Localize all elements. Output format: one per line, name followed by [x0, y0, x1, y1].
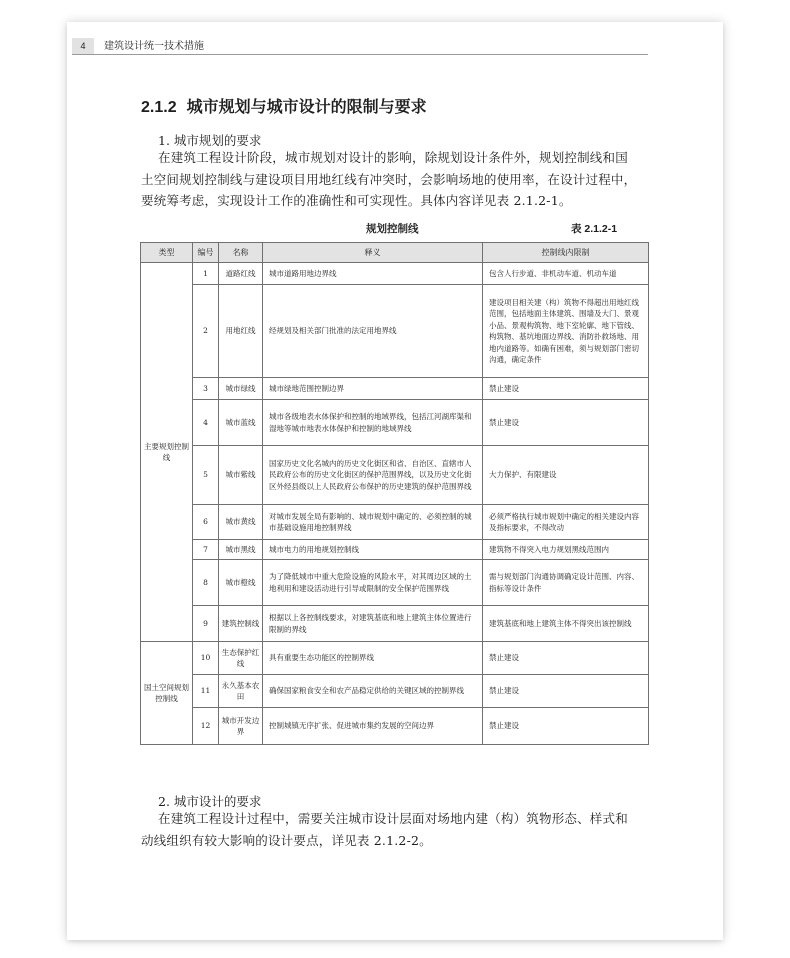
- row-number: 10: [193, 642, 219, 675]
- section-heading: [141, 94, 427, 117]
- definition-cell: 经规划及相关部门批准的法定用地界线: [263, 285, 483, 378]
- line-name: 城市黄线: [219, 505, 263, 540]
- line-name: 建筑控制线: [219, 606, 263, 642]
- restriction-cell: 需与规划部门沟通协调确定设计范围、内容、指标等设计条件: [483, 560, 649, 606]
- subsection-2-paragraph: [141, 808, 649, 851]
- column-header: 类型: [141, 243, 193, 263]
- definition-cell: 确保国家粮食安全和农产品稳定供给的关键区域的控制界线: [263, 675, 483, 708]
- table-row: [141, 540, 649, 560]
- line-name: 道路红线: [219, 263, 263, 285]
- row-number: 4: [193, 400, 219, 446]
- row-number: 9: [193, 606, 219, 642]
- table-caption-id: 表 2.1.2-1: [571, 223, 618, 235]
- column-header: 释义: [263, 243, 483, 263]
- line-name: 城市橙线: [219, 560, 263, 606]
- row-number: 6: [193, 505, 219, 540]
- restriction-cell: 禁止建设: [483, 642, 649, 675]
- table-row: [141, 675, 649, 708]
- restriction-cell: 建筑物不得突入电力规划黑线范围内: [483, 540, 649, 560]
- table-row: [141, 285, 649, 378]
- restriction-cell: 禁止建设: [483, 675, 649, 708]
- subsection-1-heading: 1. 城市规划的要求: [158, 133, 262, 148]
- paragraph-line: 要统筹考虑，实现设计工作的准确性和可实现性。具体内容详见表 2.1.2-1。: [141, 193, 572, 208]
- definition-cell: 对城市发展全局有影响的、城市规划中确定的、必须控制的城市基础设施用地控制界线: [263, 505, 483, 540]
- restriction-cell: 必须严格执行城市规划中确定的相关建设内容及指标要求，不得改动: [483, 505, 649, 540]
- category-cell: 主要规划控制线: [141, 263, 193, 642]
- line-name: 用地红线: [219, 285, 263, 378]
- row-number: 11: [193, 675, 219, 708]
- definition-cell: 为了降低城市中重大危险设施的风险水平，对其周边区域的土地利用和建设活动进行引导或限制的安全保护范围界线: [263, 560, 483, 606]
- category-cell: 国土空间规划控制线: [141, 642, 193, 745]
- line-name: 城市黑线: [219, 540, 263, 560]
- column-header: 编号: [193, 243, 219, 263]
- restriction-cell: 禁止建设: [483, 708, 649, 745]
- definition-cell: 根据以上各控制线要求，对建筑基底和地上建筑主体位置进行限制的界线: [263, 606, 483, 642]
- table-row: [141, 263, 649, 285]
- table-row: [141, 606, 649, 642]
- column-header: 控制线内限制: [483, 243, 649, 263]
- running-header: [72, 38, 648, 55]
- subsection-2-heading: 2. 城市设计的要求: [158, 794, 262, 809]
- table-row: [141, 378, 649, 400]
- definition-cell: 城市道路用地边界线: [263, 263, 483, 285]
- row-number: 1: [193, 263, 219, 285]
- definition-cell: 控制城镇无序扩张、促进城市集约发展的空间边界: [263, 708, 483, 745]
- table-row: [141, 505, 649, 540]
- restriction-cell: 禁止建设: [483, 400, 649, 446]
- row-number: 3: [193, 378, 219, 400]
- table-row: [141, 708, 649, 745]
- line-name: 城市开发边界: [219, 708, 263, 745]
- section-number: 2.1.2: [141, 99, 177, 116]
- row-number: 12: [193, 708, 219, 745]
- planning-control-lines-table: [140, 242, 649, 745]
- column-header: 名称: [219, 243, 263, 263]
- restriction-cell: 建筑基底和地上建筑主体不得突出该控制线: [483, 606, 649, 642]
- definition-cell: 具有重要生态功能区的控制界线: [263, 642, 483, 675]
- table-row: [141, 446, 649, 505]
- definition-cell: 国家历史文化名城内的历史文化街区和省、自治区、直辖市人民政府公布的历史文化街区的保护范围界线，以及历史文化街区外经县级以上人民政府公布保护的历史建筑的保护范围界线: [263, 446, 483, 505]
- line-name: 城市紫线: [219, 446, 263, 505]
- restriction-cell: 包含人行步道、非机动车道、机动车道: [483, 263, 649, 285]
- paragraph-line: 动线组织有较大影响的设计要点，详见表 2.1.2-2。: [141, 832, 432, 848]
- paragraph-line: 在建筑工程设计过程中，需要关注城市设计层面对场地内建（构）筑物形态、样式和: [158, 811, 628, 826]
- table-row: [141, 642, 649, 675]
- definition-cell: 城市绿地范围控制边界: [263, 378, 483, 400]
- table-row: [141, 400, 649, 446]
- section-title: 城市规划与城市设计的限制与要求: [186, 97, 427, 116]
- book-title: 建筑设计统一技术措施: [104, 41, 204, 52]
- row-number: 2: [193, 285, 219, 378]
- table-row: [141, 560, 649, 606]
- row-number: 8: [193, 560, 219, 606]
- subsection-1-paragraph: [141, 147, 649, 212]
- row-number: 7: [193, 540, 219, 560]
- table-caption-title: 规划控制线: [366, 223, 419, 235]
- line-name: 生态保护红线: [219, 642, 263, 675]
- table-header-row: [141, 243, 649, 263]
- definition-cell: 城市电力的用地规划控制线: [263, 540, 483, 560]
- paragraph-line: 在建筑工程设计阶段，城市规划对设计的影响，除规划设计条件外，规划控制线和国: [158, 150, 628, 165]
- paragraph-line: 土空间规划控制线与建设项目用地红线有冲突时，会影响场地的使用率，在设计过程中，: [141, 171, 637, 187]
- line-name: 城市蓝线: [219, 400, 263, 446]
- line-name: 永久基本农田: [219, 675, 263, 708]
- page-number: 4: [72, 38, 94, 54]
- line-name: 城市绿线: [219, 378, 263, 400]
- definition-cell: 城市各级地表水体保护和控制的地域界线，包括江河湖库渠和湿地等城市地表水体保护和控制的地域界线: [263, 400, 483, 446]
- row-number: 5: [193, 446, 219, 505]
- restriction-cell: 禁止建设: [483, 378, 649, 400]
- restriction-cell: 建设项目相关建（构）筑物不得超出用地红线范围，包括地面主体建筑、围墙及大门、景观小品、景观构筑物、地下室轮廓、地下管线、构筑物、基坑地面边界线、消防扑救场地、用地内道路等。如确有困难，须与规划部门密切沟通，确定条件: [483, 285, 649, 378]
- restriction-cell: 大力保护、有限建设: [483, 446, 649, 505]
